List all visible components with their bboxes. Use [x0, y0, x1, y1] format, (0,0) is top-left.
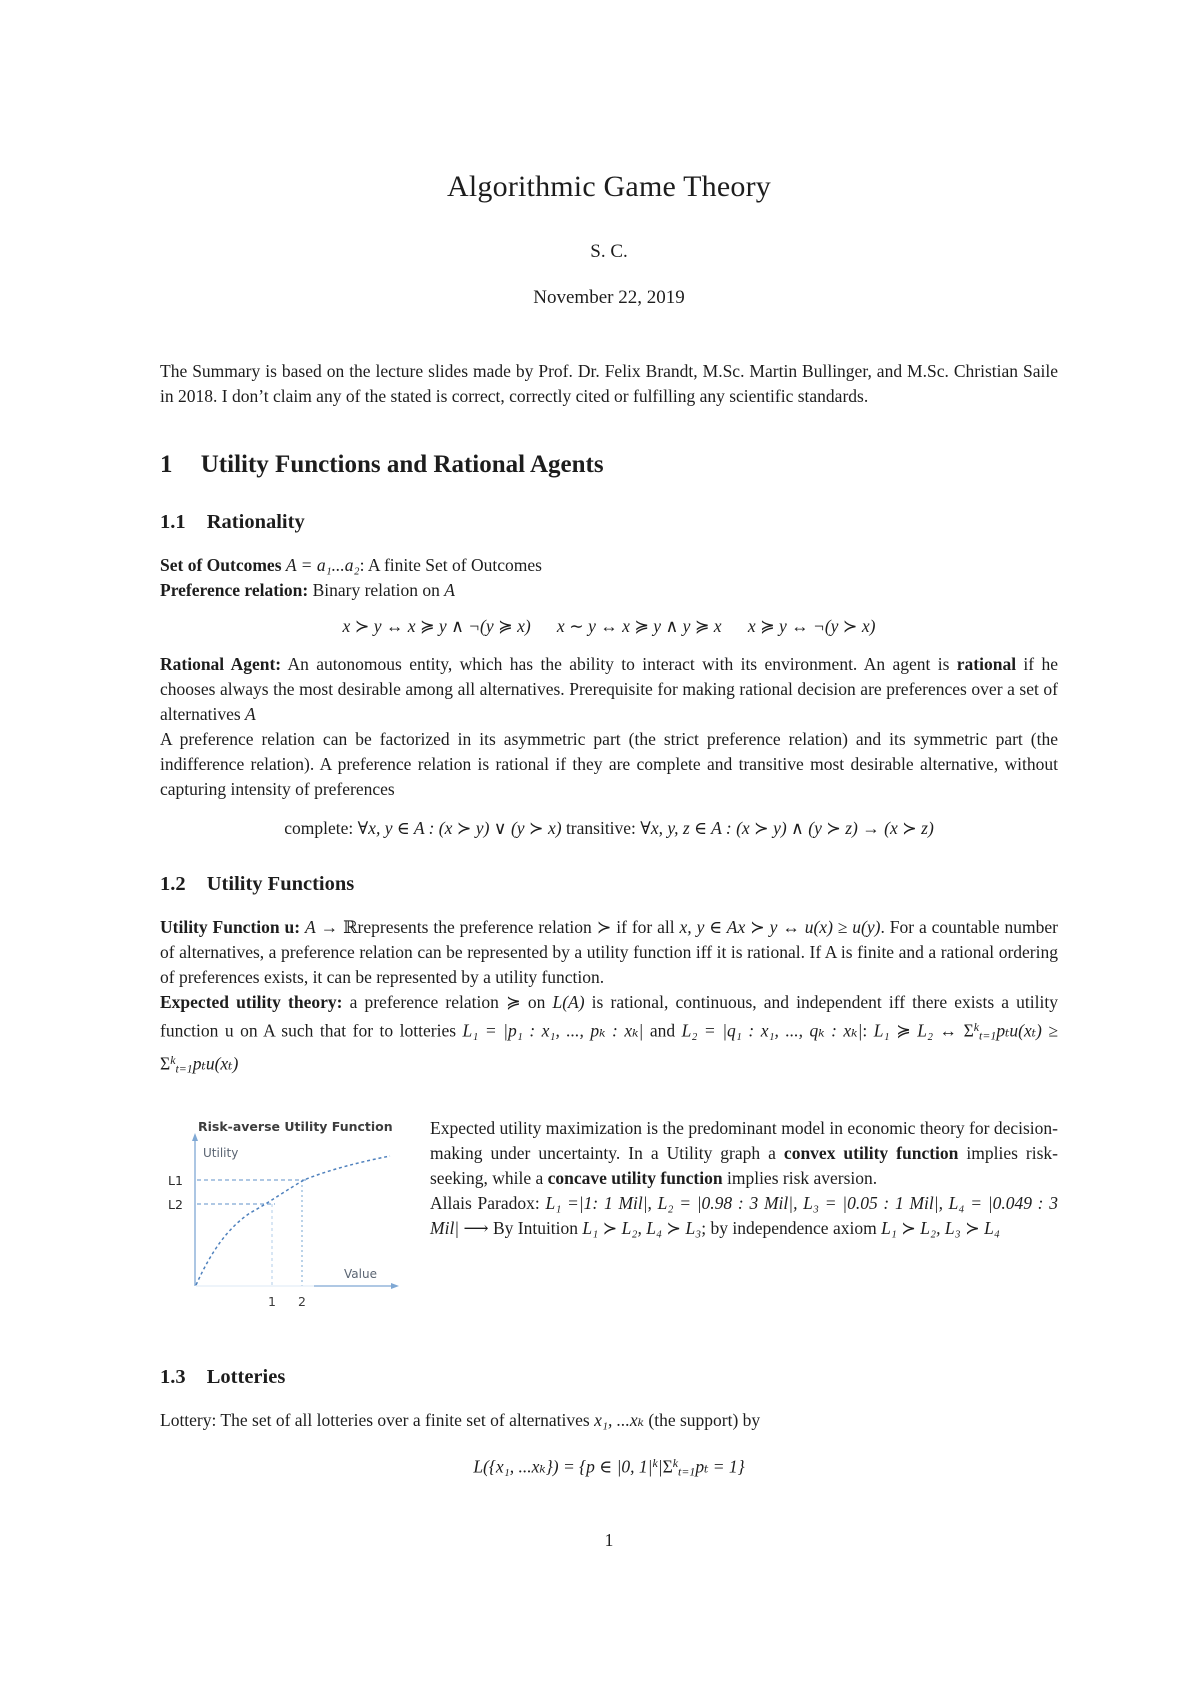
x-tick-2: 2: [298, 1293, 306, 1309]
section-number: 1: [160, 451, 173, 478]
section-heading-1: [160, 451, 1058, 479]
title-block: [160, 0, 1058, 309]
subsection-number: 1.3: [160, 1365, 186, 1388]
equation-preference-relations: x ≻ y ↔ x ≽ y ∧ ¬(y ≽ x) x ∼ y ↔ x ≽ y ∧ y ≽ x x ≽ y ↔ ¬(y ≻ x): [342, 616, 876, 636]
paragraph-set-of-outcomes: Set of Outcomes A = a₁...a₂: A finite Set of Outcomes: [160, 555, 542, 575]
l2-label: L2: [168, 1196, 183, 1212]
paragraph-lottery: Lottery: The set of all lotteries over a finite set of alternatives x₁, ...xₖ (the support) by: [160, 1409, 761, 1430]
l1-label: L1: [168, 1172, 183, 1188]
page-title: Algorithmic Game Theory: [447, 170, 771, 203]
x-tick-1: 1: [268, 1293, 276, 1309]
figure-title: Risk-averse Utility Function: [198, 1118, 393, 1134]
paragraph-utility-function: Utility Function u: A → ℝrepresents the preference relation ≻ if for all x, y ∈ Ax ≻ y ↔ u(x) ≥ u(y). For a countable number of alternatives, a preference relation can be represented by a utility function iff it is rational. If A is finite and a rational ordering of preferences exists, it can be represented by a utility function.: [160, 917, 1058, 987]
figure-side-text: [430, 1116, 1058, 1241]
paragraph-factorization: A preference relation can be factorized in its asymmetric part (the strict preference relation) and its symmetric part (the indifference relation). A preference relation is rational if they are complete and transitive most desirable alternative, without capturing intensity of preferences: [160, 729, 1058, 799]
x-axis-arrow-icon: [391, 1283, 399, 1289]
subsection-heading-1-3: [160, 1366, 1058, 1389]
subsection-title: Utility Functions: [206, 873, 355, 895]
paragraph-expected-utility: Expected utility theory: a preference relation ≽ on L(A) is rational, continuous, and independent iff there exists a utility function u on A such that for to lotteries L₁ = |p₁ : x₁, ..., pₖ : xₖ| and L₂ = |q₁ : x₁, ..., qₖ : xₖ|: L₁ ≽ L₂ ↔ $\Sigma^k_{t=1}p_tu(x_t) \ge \Sigma^k_{t=1}p_tu(x_t)$: [160, 992, 1058, 1076]
paragraph-expected-utility-maximization: Expected utility maximization is the predominant model in economic theory for decision-making under uncertainty. In a Utility graph a convex utility function implies risk-seeking, while a concave utility function implies risk aversion.: [430, 1117, 1058, 1188]
risk-averse-utility-chart: [162, 1116, 412, 1321]
equation-lottery-set: L({x₁, ...xₖ}) = {p ∈ |0, $1|^k|\Sigma^k_{t=1}p_t = 1$}: [473, 1455, 745, 1478]
subsection-title: Lotteries: [206, 1365, 286, 1388]
subsection-title: Rationality: [206, 511, 305, 533]
figure-row: [160, 1116, 1058, 1326]
paragraph-preference-relation: Preference relation: Binary relation on A: [160, 580, 455, 600]
x-axis-label: Value: [344, 1266, 377, 1281]
intro-paragraph: The Summary is based on the lecture slides made by Prof. Dr. Felix Brandt, M.Sc. Martin Bullinger, and M.Sc. Christian Saile in 2018. I don’t claim any of the stated is correct, correctly cited or fulfilling any scientific standards.: [160, 361, 1058, 406]
y-axis-label: Utility: [203, 1145, 239, 1160]
section-title: Utility Functions and Rational Agents: [200, 451, 604, 478]
author: S. C.: [590, 241, 628, 262]
utility-curve: [196, 1156, 390, 1285]
subsection-number: 1.2: [160, 873, 186, 895]
paragraph-allais-paradox: Allais Paradox: L₁ =|1: 1 Mil|, L₂ = |0.98 : 3 Mil|, L₃ = |0.05 : 1 Mil|, L₄ = |0.049 : 3 Mil| ⟶ By Intuition L₁ ≻ L₂, L₄ ≻ L₃; by independence axiom L₁ ≻ L₂, L₃ ≻ L₄: [430, 1192, 1058, 1238]
page-number: 1: [604, 1529, 614, 1550]
y-axis-arrow-icon: [192, 1133, 198, 1141]
subsection-heading-1-1: [160, 511, 1058, 534]
subsection-heading-1-2: [160, 873, 1058, 896]
equation-complete-transitive: complete: ∀x, y ∈ A : (x ≻ y) ∨ (y ≻ x) transitive: ∀x, y, z ∈ A : (x ≻ y) ∧ (y ≻ z) → (x ≻ z): [284, 818, 934, 838]
date: November 22, 2019: [533, 287, 685, 308]
subsection-number: 1.1: [160, 511, 186, 533]
paragraph-rational-agent: Rational Agent: An autonomous entity, which has the ability to interact with its environment. An agent is rational if he chooses always the most desirable among all alternatives. Prerequisite for making rational decision are preferences over a set of alternatives A: [160, 654, 1058, 724]
utility-figure: [160, 1116, 420, 1326]
